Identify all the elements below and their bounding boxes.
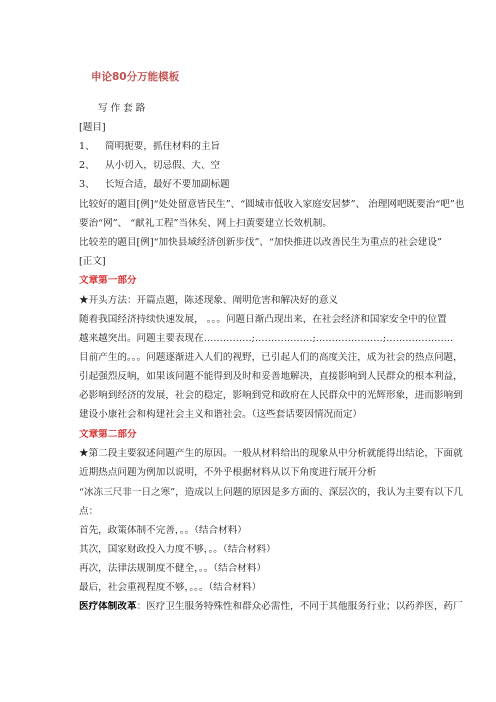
tip-text: 长短合适，最好不要加副标题 — [105, 179, 230, 190]
topic-label: 医疗体制改革 — [79, 601, 137, 612]
part1-paragraph-line: 建设小康社会和构建社会主义和谐社会。（这些套话要因情况而定） — [79, 409, 363, 420]
tip-text: 简明扼要，抓住材料的主旨 — [105, 141, 221, 152]
part2-paragraph-line: 点： — [79, 506, 99, 517]
tip-number: 1、 — [79, 141, 95, 152]
tip-number: 3、 — [79, 179, 95, 190]
body-label: [正文] — [79, 256, 106, 267]
part1-tip: ★开头方法：开篇点题，陈述现象、阐明危害和解决好的意义 — [79, 295, 339, 306]
good-titles-line-1: 比较好的题目[例]“处处留意皆民生”、“圆城市低收入家庭安居梦”、 治理网吧既要治“吧”也 — [79, 199, 465, 210]
part2-paragraph-line: “冰冻三尺非一日之寒”，造成以上问题的原因是多方面的、深层次的，我认为主要有以下几 — [79, 487, 463, 498]
tip-number: 2、 — [79, 160, 95, 171]
tip-2 — [79, 160, 479, 172]
reason-item: 再次，法律法规制度不健全，。。（结合材料） — [79, 563, 267, 574]
part1-paragraph-line: 随着我国经济持续快速发展， 。。。问题日渐凸现出来，在社会经济和国家安全中的位置 — [79, 314, 447, 325]
part1-paragraph-line: 必影响到经济的发展，社会的稳定，影响到党和政府在人民群众中的光辉形象，进而影响到 — [79, 390, 463, 401]
doc-title: 申论80分万能模板 — [91, 71, 180, 83]
tip-text: 从小切入，切忌假、大、空 — [105, 160, 221, 171]
doc-subtitle: 写作套路 — [98, 103, 149, 114]
part2-tip-line: ★第二段主要叙述问题产生的原因。一般从材料给出的现象从中分析就能得出结论，下面就 — [79, 448, 463, 459]
topic-text: ：医疗卫生服务特殊性和群众必需性，不同于其他服务行业；以药养医，药厂 — [136, 601, 463, 612]
part1-paragraph-line: 引起强烈反响，如果该问题不能得到及时和妥善地解决，直接影响到人民群众的根本利益， — [79, 371, 463, 382]
reason-item: 最后，社会重视程度不够，。。。（结合材料） — [79, 582, 262, 593]
tip-1 — [79, 141, 479, 153]
part2-tip-line: 近期热点问题为例加以说明，不外乎根据材料从以下角度进行展开分析 — [79, 467, 377, 478]
part2-heading: 文章第二部分 — [79, 429, 137, 440]
section-title: [题目] — [79, 122, 106, 133]
part1-paragraph-line: 越来越突出。问题主要表现在……………;………………;…………………;………………… — [79, 333, 454, 344]
reason-item: 其次，国家财政投入力度不够，。。（结合材料） — [79, 544, 276, 555]
reason-item: 首先，政策体制不完善，。。（结合材料） — [79, 525, 247, 536]
part1-paragraph-line: 目前产生的。。。问题逐渐进入人们的视野，已引起人们的高度关注，成为社会的热点问题， — [79, 352, 463, 363]
last-line — [79, 601, 479, 613]
good-titles-line-2: 要治“网”、 “献礼工程”当休矣、网上扫黄要建立长效机制。 — [79, 218, 332, 229]
bad-titles-line: 比较差的题目[例]“加快县域经济创新步伐”、“加快推进以改善民生为重点的社会建设” — [79, 237, 442, 248]
tip-3 — [79, 179, 479, 191]
part1-heading: 文章第一部分 — [79, 275, 137, 286]
